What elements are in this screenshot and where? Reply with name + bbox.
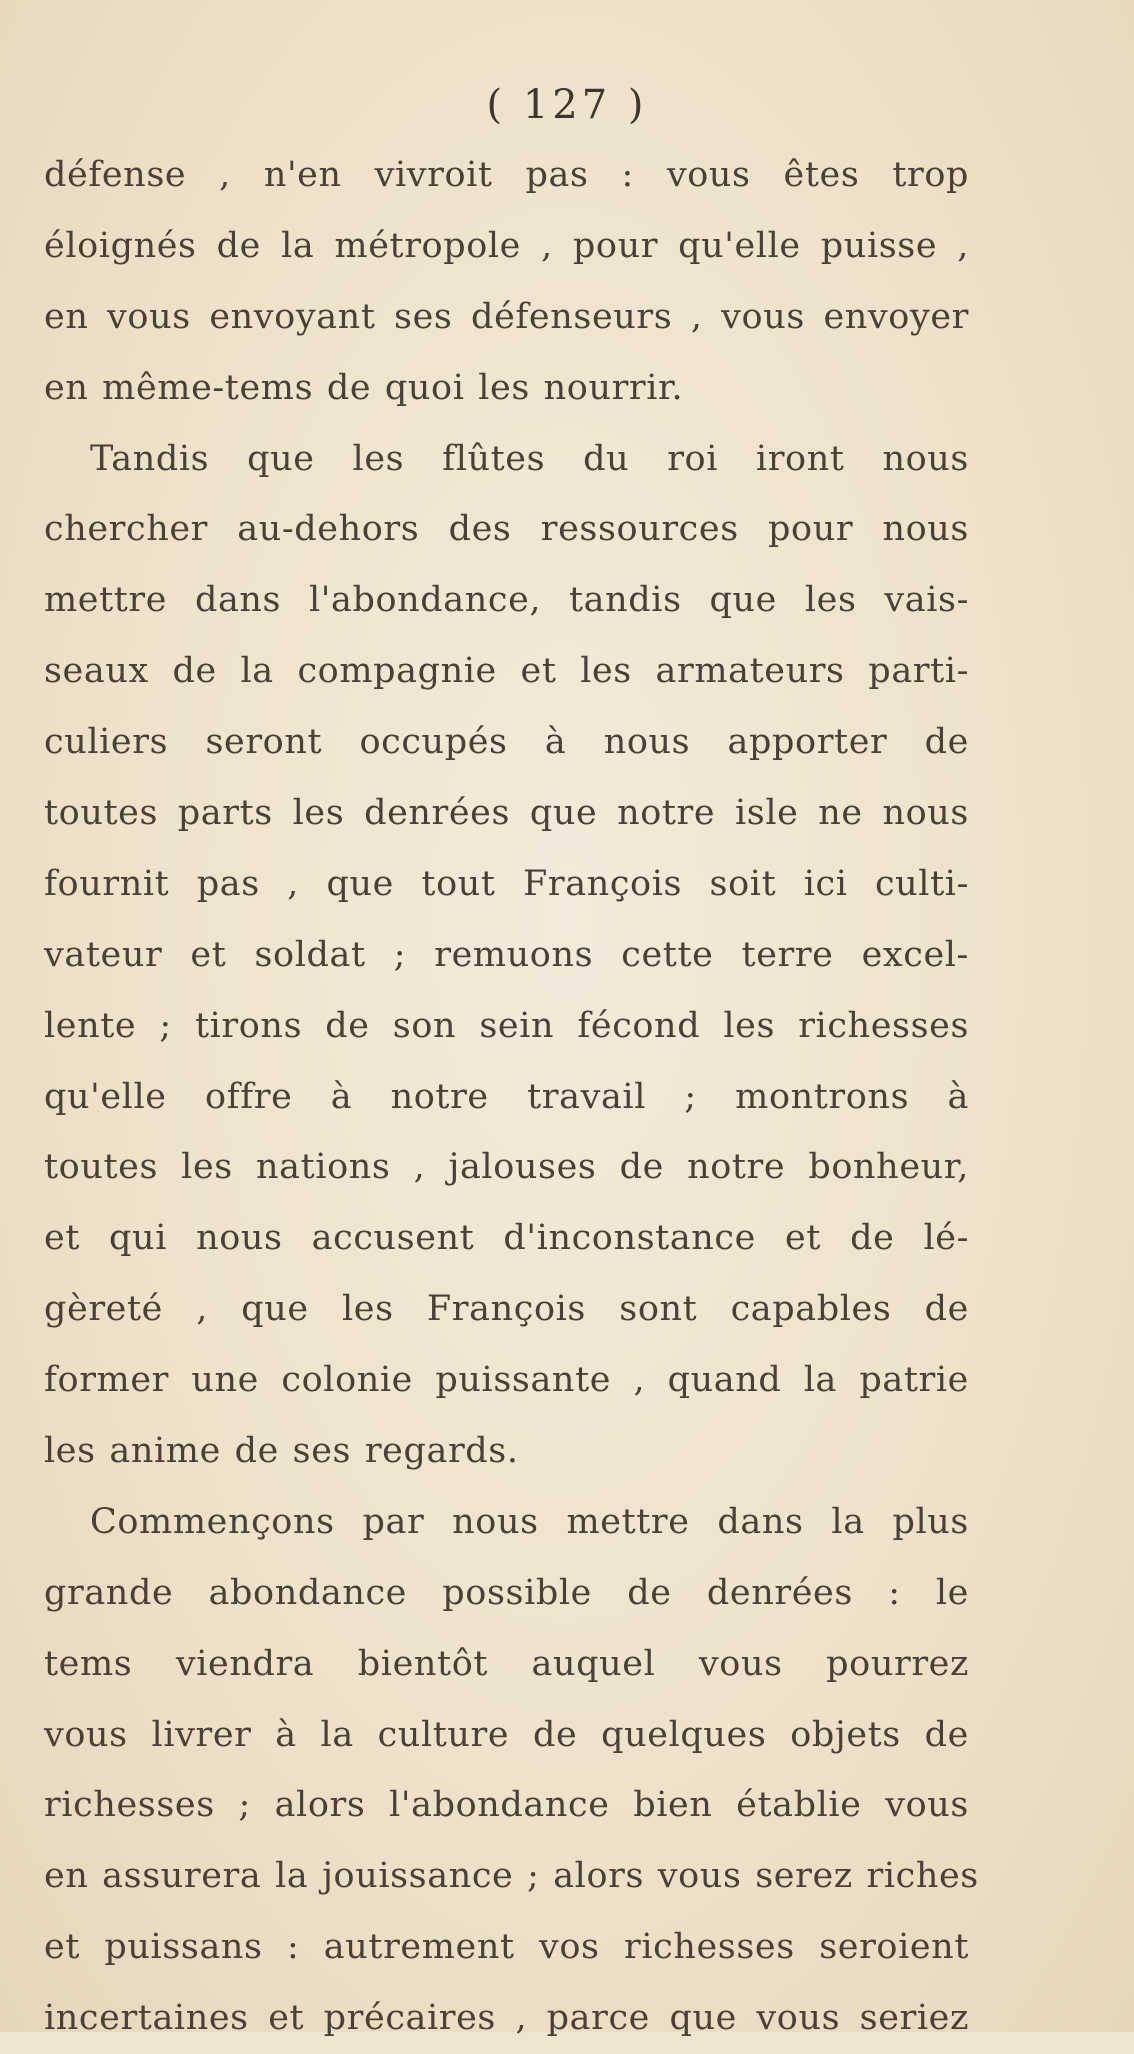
text-line: former une colonie puissante , quand la patrie — [44, 1360, 969, 1401]
text-line: culiers seront occupés à nous apporter de — [44, 722, 969, 763]
text-line: vous livrer à la culture de quelques objets de — [44, 1714, 969, 1755]
text-line: gèreté , que les François sont capables de — [44, 1289, 969, 1330]
text-line: défense , n'en vivroit pas : vous êtes trop — [44, 155, 969, 195]
text-line: mettre dans l'abondance, tandis que les vais- — [44, 580, 969, 621]
text-line: en assurera la jouissance ; alors vous serez riches — [44, 1856, 979, 1897]
text-line: qu'elle offre à notre travail ; montrons à — [44, 1076, 969, 1117]
body-text — [44, 140, 979, 2054]
text-line: fournit pas , que tout François soit ici culti- — [44, 863, 969, 904]
text-line: lente ; tirons de son sein fécond les richesses — [44, 1005, 969, 1046]
text-line: en vous envoyant ses défenseurs , vous envoyer — [44, 296, 969, 337]
text-line: en même-tems de quoi les nourrir. — [44, 367, 684, 408]
text-line: Commençons par nous mettre dans la plus — [90, 1501, 969, 1542]
text-line: richesses ; alors l'abondance bien établie vous — [44, 1785, 969, 1826]
page-number: ( 127 ) — [486, 82, 648, 128]
text-line: toutes les nations , jalouses de notre bonheur, — [44, 1147, 969, 1188]
text-line: et puissans : autrement vos richesses seroient — [44, 1927, 969, 1968]
text-line: grande abondance possible de denrées : le — [44, 1572, 969, 1613]
text-line: vateur et soldat ; remuons cette terre excel- — [44, 934, 969, 975]
text-line: incertaines et précaires , parce que vous seriez — [44, 1998, 969, 2039]
text-line: chercher au-dehors des ressources pour nous — [44, 509, 969, 550]
text-line: Tandis que les flûtes du roi iront nous — [90, 438, 969, 479]
text-line: toutes parts les denrées que notre isle ne nous — [44, 793, 969, 834]
text-line: les anime de ses regards. — [44, 1431, 519, 1472]
text-line: seaux de la compagnie et les armateurs parti- — [44, 651, 969, 692]
text-line: et qui nous accusent d'inconstance et de lé- — [44, 1218, 969, 1259]
text-line: éloignés de la métropole , pour qu'elle puisse , — [44, 225, 969, 266]
text-line: tems viendra bientôt auquel vous pourrez — [44, 1643, 969, 1684]
